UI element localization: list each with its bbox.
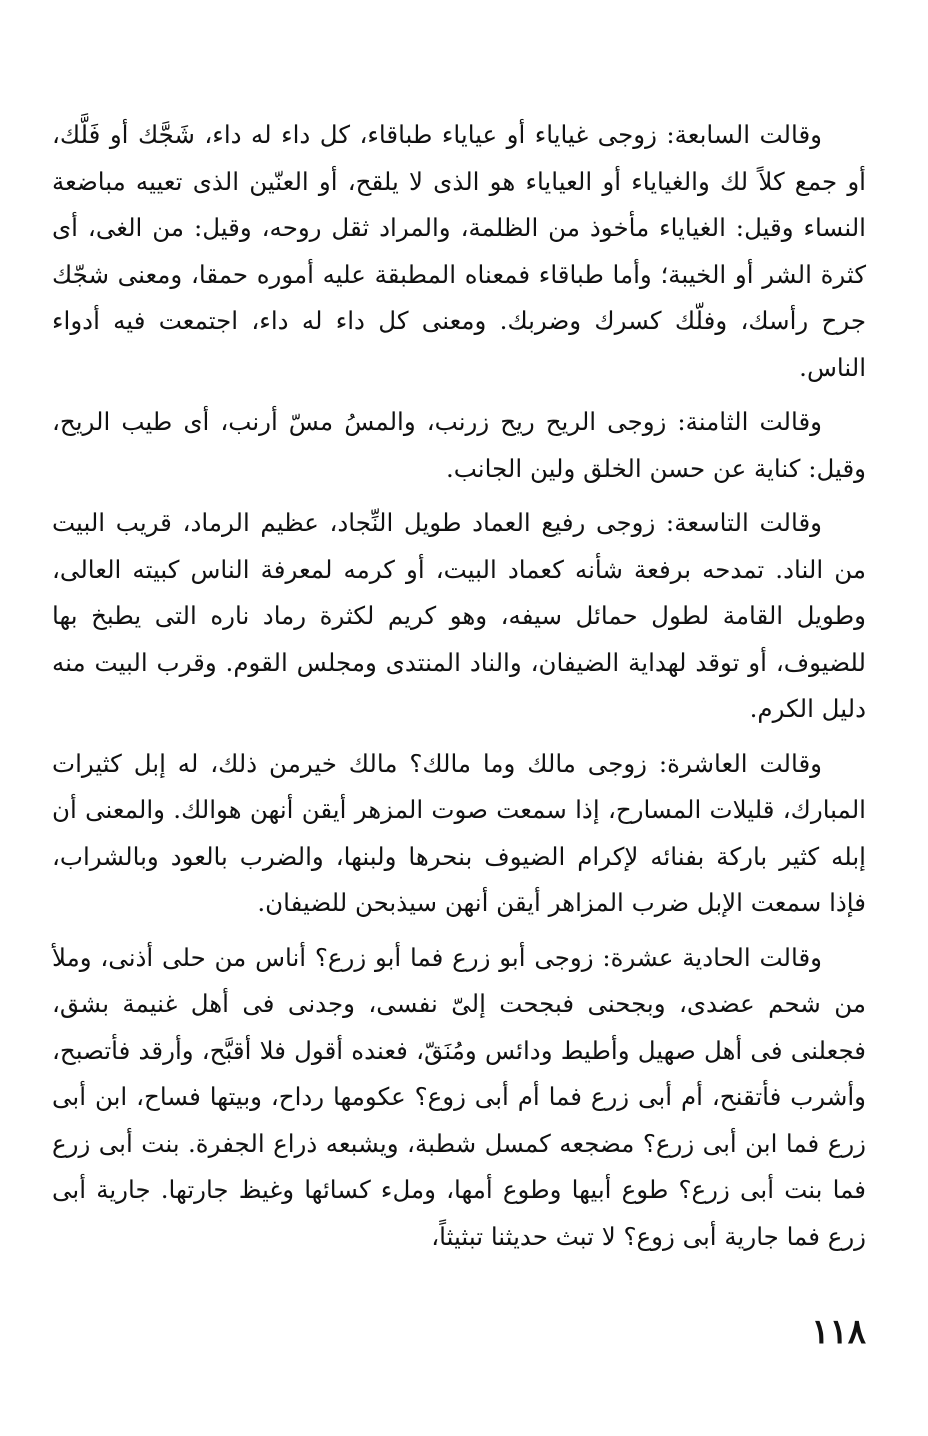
paragraph-eighth: وقالت الثامنة: زوجى الريح ريح زرنب، والمسُ مسّ أرنب، أى طيب الريح، وقيل: كناية عن حسن الخلق ولين الجانب. [52,407,866,483]
paragraph-seventh: وقالت السابعة: زوجى غياياء أو عياياء طباقاء، كل داء له داء، شَجَّك أو فَلَّك، أو جمع كلاً لك والغياياء أو العياياء هو الذى لا يلقح، أو العنّين الذى تعييه مباضعة النساء وقيل: الغياياء مأخوذ من الظلمة، والمراد ثقل روحه، وقيل: من الغى، أى كثرة الشر أو الخيبة؛ وأما طباقاء فمعناه المطبقة عليه أموره حمقا، ومعنى شجّك جرح رأسك، وفلّك كسرك وضربك. ومعنى كل داء له داء، اجتمعت فيه أدواء الناس. [52,120,866,382]
paragraph-tenth: وقالت العاشرة: زوجى مالك وما مالك؟ مالك خيرمن ذلك، له إبل كثيرات المبارك، قليلات المسارح، إذا سمعت صوت المزهر أيقن أنهن هوالك. والمعنى أن إبله كثير باركة بفنائه لإكرام الضيوف بنحرها ولبنها، والضرب بالعود وبالشراب، فإذا سمعت الإبل ضرب المزاهر أيقن أنهن سيذبحن للضيفان. [52,748,866,917]
page-number: ١١٨ [811,1312,866,1352]
paragraph-ninth: وقالت التاسعة: زوجى رفيع العماد طويل النِّجاد، عظيم الرماد، قريب البيت من الناد. تمدحه برفعة شأنه كعماد البيت، أو كرمه لمعرفة الناس كبيته العالى، وطويل القامة لطول حمائل سيفه، وهو كريم لكثرة رماد ناره التى يطبخ بها للضيوف، أو توقد لهداية الضيفان، والناد المنتدى ومجلس القوم. وقرب البيت منه دليل الكرم. [52,508,866,723]
page-body [52,112,866,1268]
paragraph-eleventh: وقالت الحادية عشرة: زوجى أبو زرع فما أبو زرع؟ أناس من حلى أذنى، وملأ من شحم عضدى، وبجحنى فبجحت إلىّ نفسى، وجدنى فى أهل غنيمة بشق، فجعلنى فى أهل صهيل وأطيط ودائس ومُنَقّ، فعنده أقول فلا أقبَّح، وأرقد فأتصبح، وأشرب فأتقنح، أم أبى زرع فما أم أبى زوع؟ عكومها رداح، وبيتها فساح، ابن أبى زرع فما ابن أبى زرع؟ مضجعه كمسل شطبة، ويشبعه ذراع الجفرة. بنت أبى زرع فما بنت أبى زرع؟ طوع أبيها وطوع أمها، وملء كسائها وغيظ جارتها. جارية أبى زرع فما جارية أبى زوع؟ لا تبث حديثنا تبثيثاً، [52,942,866,1251]
